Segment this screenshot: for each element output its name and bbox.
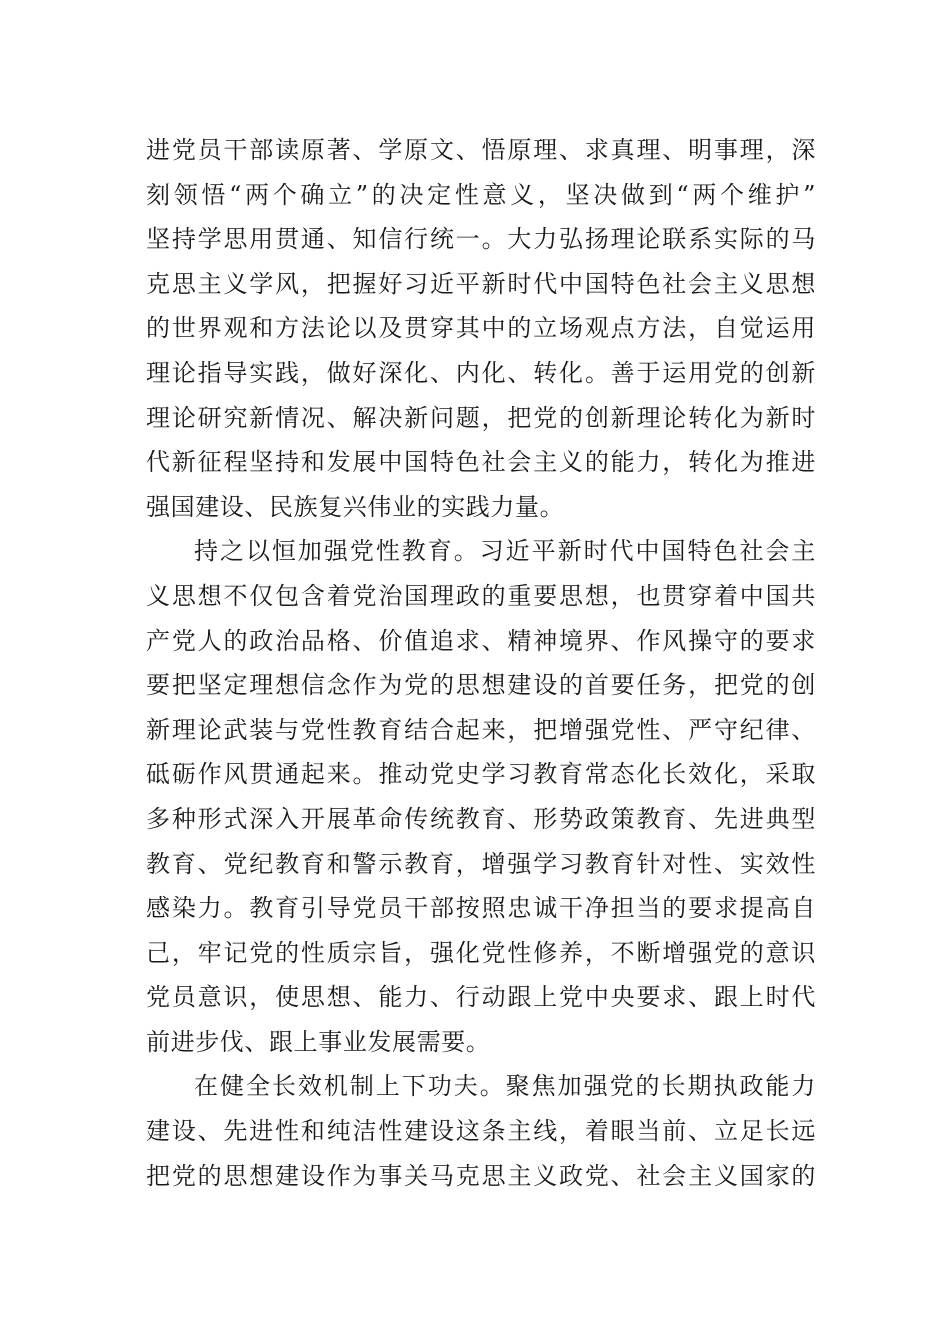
- text-line: 强国建设、民族复兴伟业的实践力量。: [146, 492, 565, 521]
- text-line: 克思主义学风，把握好习近平新时代中国特色社会主义思想: [146, 269, 816, 298]
- paragraph: [146, 128, 816, 529]
- paragraph: [146, 529, 816, 1064]
- text-line: 持之以恒加强党性教育。习近平新时代中国特色社会主: [194, 537, 816, 566]
- text-line: 在健全长效机制上下功夫。聚焦加强党的长期执政能力: [194, 1072, 816, 1101]
- text-line: 理论指导实践，做好深化、内化、转化。善于运用党的创新: [146, 358, 816, 387]
- text-line: 前进步伐、跟上事业发展需要。: [146, 1027, 491, 1056]
- text-line: 把党的思想建设作为事关马克思主义政党、社会主义国家的: [146, 1161, 816, 1190]
- text-line: 产党人的政治品格、价值追求、精神境界、作风操守的要求: [146, 626, 816, 655]
- text-line: 己，牢记党的性质宗旨，强化党性修养，不断增强党的意识: [146, 938, 816, 967]
- text-line: 党员意识，使思想、能力、行动跟上党中央要求、跟上时代: [146, 983, 816, 1012]
- text-line: 代新征程坚持和发展中国特色社会主义的能力，转化为推进: [146, 448, 816, 477]
- text-line: 坚持学思用贯通、知信行统一。大力弘扬理论联系实际的马: [146, 225, 816, 254]
- paragraph: [146, 1064, 816, 1198]
- text-line: 理论研究新情况、解决新问题，把党的创新理论转化为新时: [146, 403, 816, 432]
- body-text: [146, 128, 816, 1198]
- text-line: 要把坚定理想信念作为党的思想建设的首要任务，把党的创: [146, 671, 816, 700]
- text-line: 教育、党纪教育和警示教育，增强学习教育针对性、实效性: [146, 849, 816, 878]
- text-line: 新理论武装与党性教育结合起来，把增强党性、严守纪律、: [146, 715, 816, 744]
- text-line: 建设、先进性和纯洁性建设这条主线，着眼当前、立足长远: [146, 1117, 816, 1146]
- text-line: 进党员干部读原著、学原文、悟原理、求真理、明事理，深: [146, 136, 816, 164]
- text-line: 多种形式深入开展革命传统教育、形势政策教育、先进典型: [146, 804, 816, 833]
- text-line: 义思想不仅包含着党治国理政的重要思想，也贯穿着中国共: [146, 581, 816, 610]
- text-line: 的世界观和方法论以及贯穿其中的立场观点方法，自觉运用: [146, 314, 816, 343]
- text-line: 砥砺作风贯通起来。推动党史学习教育常态化长效化，采取: [146, 760, 816, 789]
- text-line: 感染力。教育引导党员干部按照忠诚干净担当的要求提高自: [146, 894, 816, 923]
- text-line: 刻领悟“两个确立”的决定性意义，坚决做到“两个维护”: [146, 180, 816, 209]
